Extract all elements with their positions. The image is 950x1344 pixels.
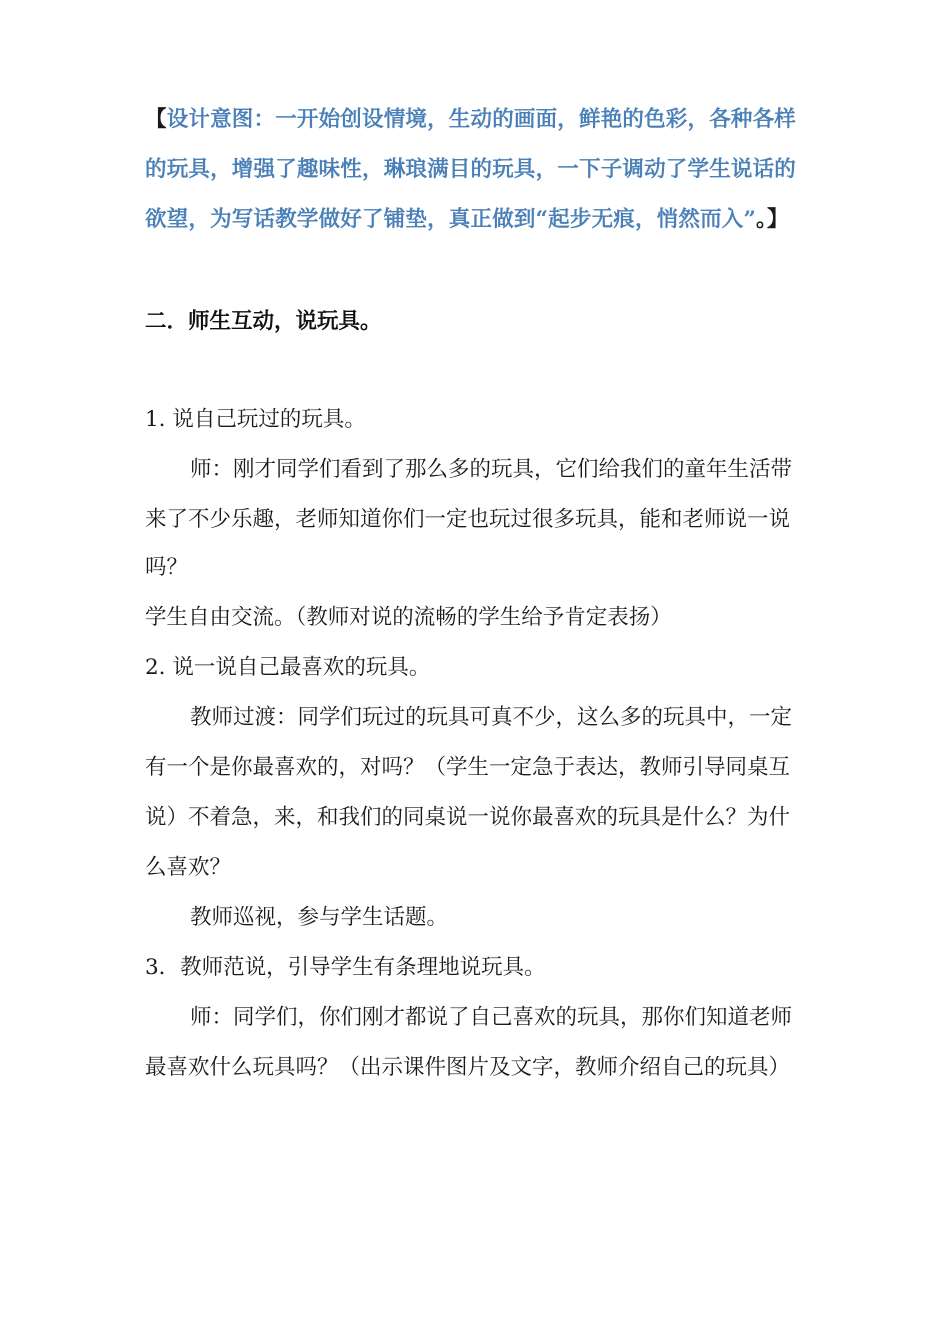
design-intent-text-1: 设计意图：一开始创设情境，生动的画面，鲜艳的色彩，各种各样 [166, 107, 797, 132]
item1-teacher-line-3: 吗？ [145, 555, 189, 580]
item2-transition-line-1: 教师过渡：同学们玩过的玩具可真不少，这么多的玩具中，一定 [190, 705, 793, 730]
item3-title: 3．教师范说，引导学生有条理地说玩具。 [145, 955, 546, 980]
item1-students: 学生自由交流。（教师对说的流畅的学生给予肯定表扬） [145, 605, 672, 630]
open-bracket: 【 [145, 107, 167, 132]
item3-teacher-line-2: 最喜欢什么玩具吗？（出示课件图片及文字，教师介绍自己的玩具） [145, 1055, 791, 1080]
item1-teacher-line-2: 来了不少乐趣，老师知道你们一定也玩过很多玩具，能和老师说一说 [145, 507, 791, 532]
design-intent-text-3: 欲望，为写话教学做好了铺垫，真正做到“起步无痕，悄然而入” [145, 207, 757, 232]
item2-patrol: 教师巡视，参与学生话题。 [190, 905, 449, 930]
section-heading: 二．师生互动，说玩具。 [145, 309, 382, 334]
item2-transition-line-3: 说）不着急，来，和我们的同桌说一说你最喜欢的玩具是什么？为什 [145, 805, 791, 830]
item1-title: 1. 说自己玩过的玩具。 [145, 407, 366, 432]
design-intent-line-1 [145, 105, 796, 135]
design-intent-line-2: 的玩具，增强了趣味性，琳琅满目的玩具，一下子调动了学生说话的 [145, 157, 797, 182]
item1-teacher-line-1: 师：刚才同学们看到了那么多的玩具，它们给我们的童年生活带 [190, 457, 793, 482]
item3-teacher-line-1: 师：同学们，你们刚才都说了自己喜欢的玩具，那你们知道老师 [190, 1005, 793, 1030]
close-bracket: 。】 [756, 207, 789, 232]
design-intent-line-3 [145, 205, 789, 235]
item2-title: 2. 说一说自己最喜欢的玩具。 [145, 655, 431, 680]
item2-transition-line-4: 么喜欢？ [145, 855, 232, 880]
item2-transition-line-2: 有一个是你最喜欢的，对吗？（学生一定急于表达，教师引导同桌互 [145, 755, 791, 780]
